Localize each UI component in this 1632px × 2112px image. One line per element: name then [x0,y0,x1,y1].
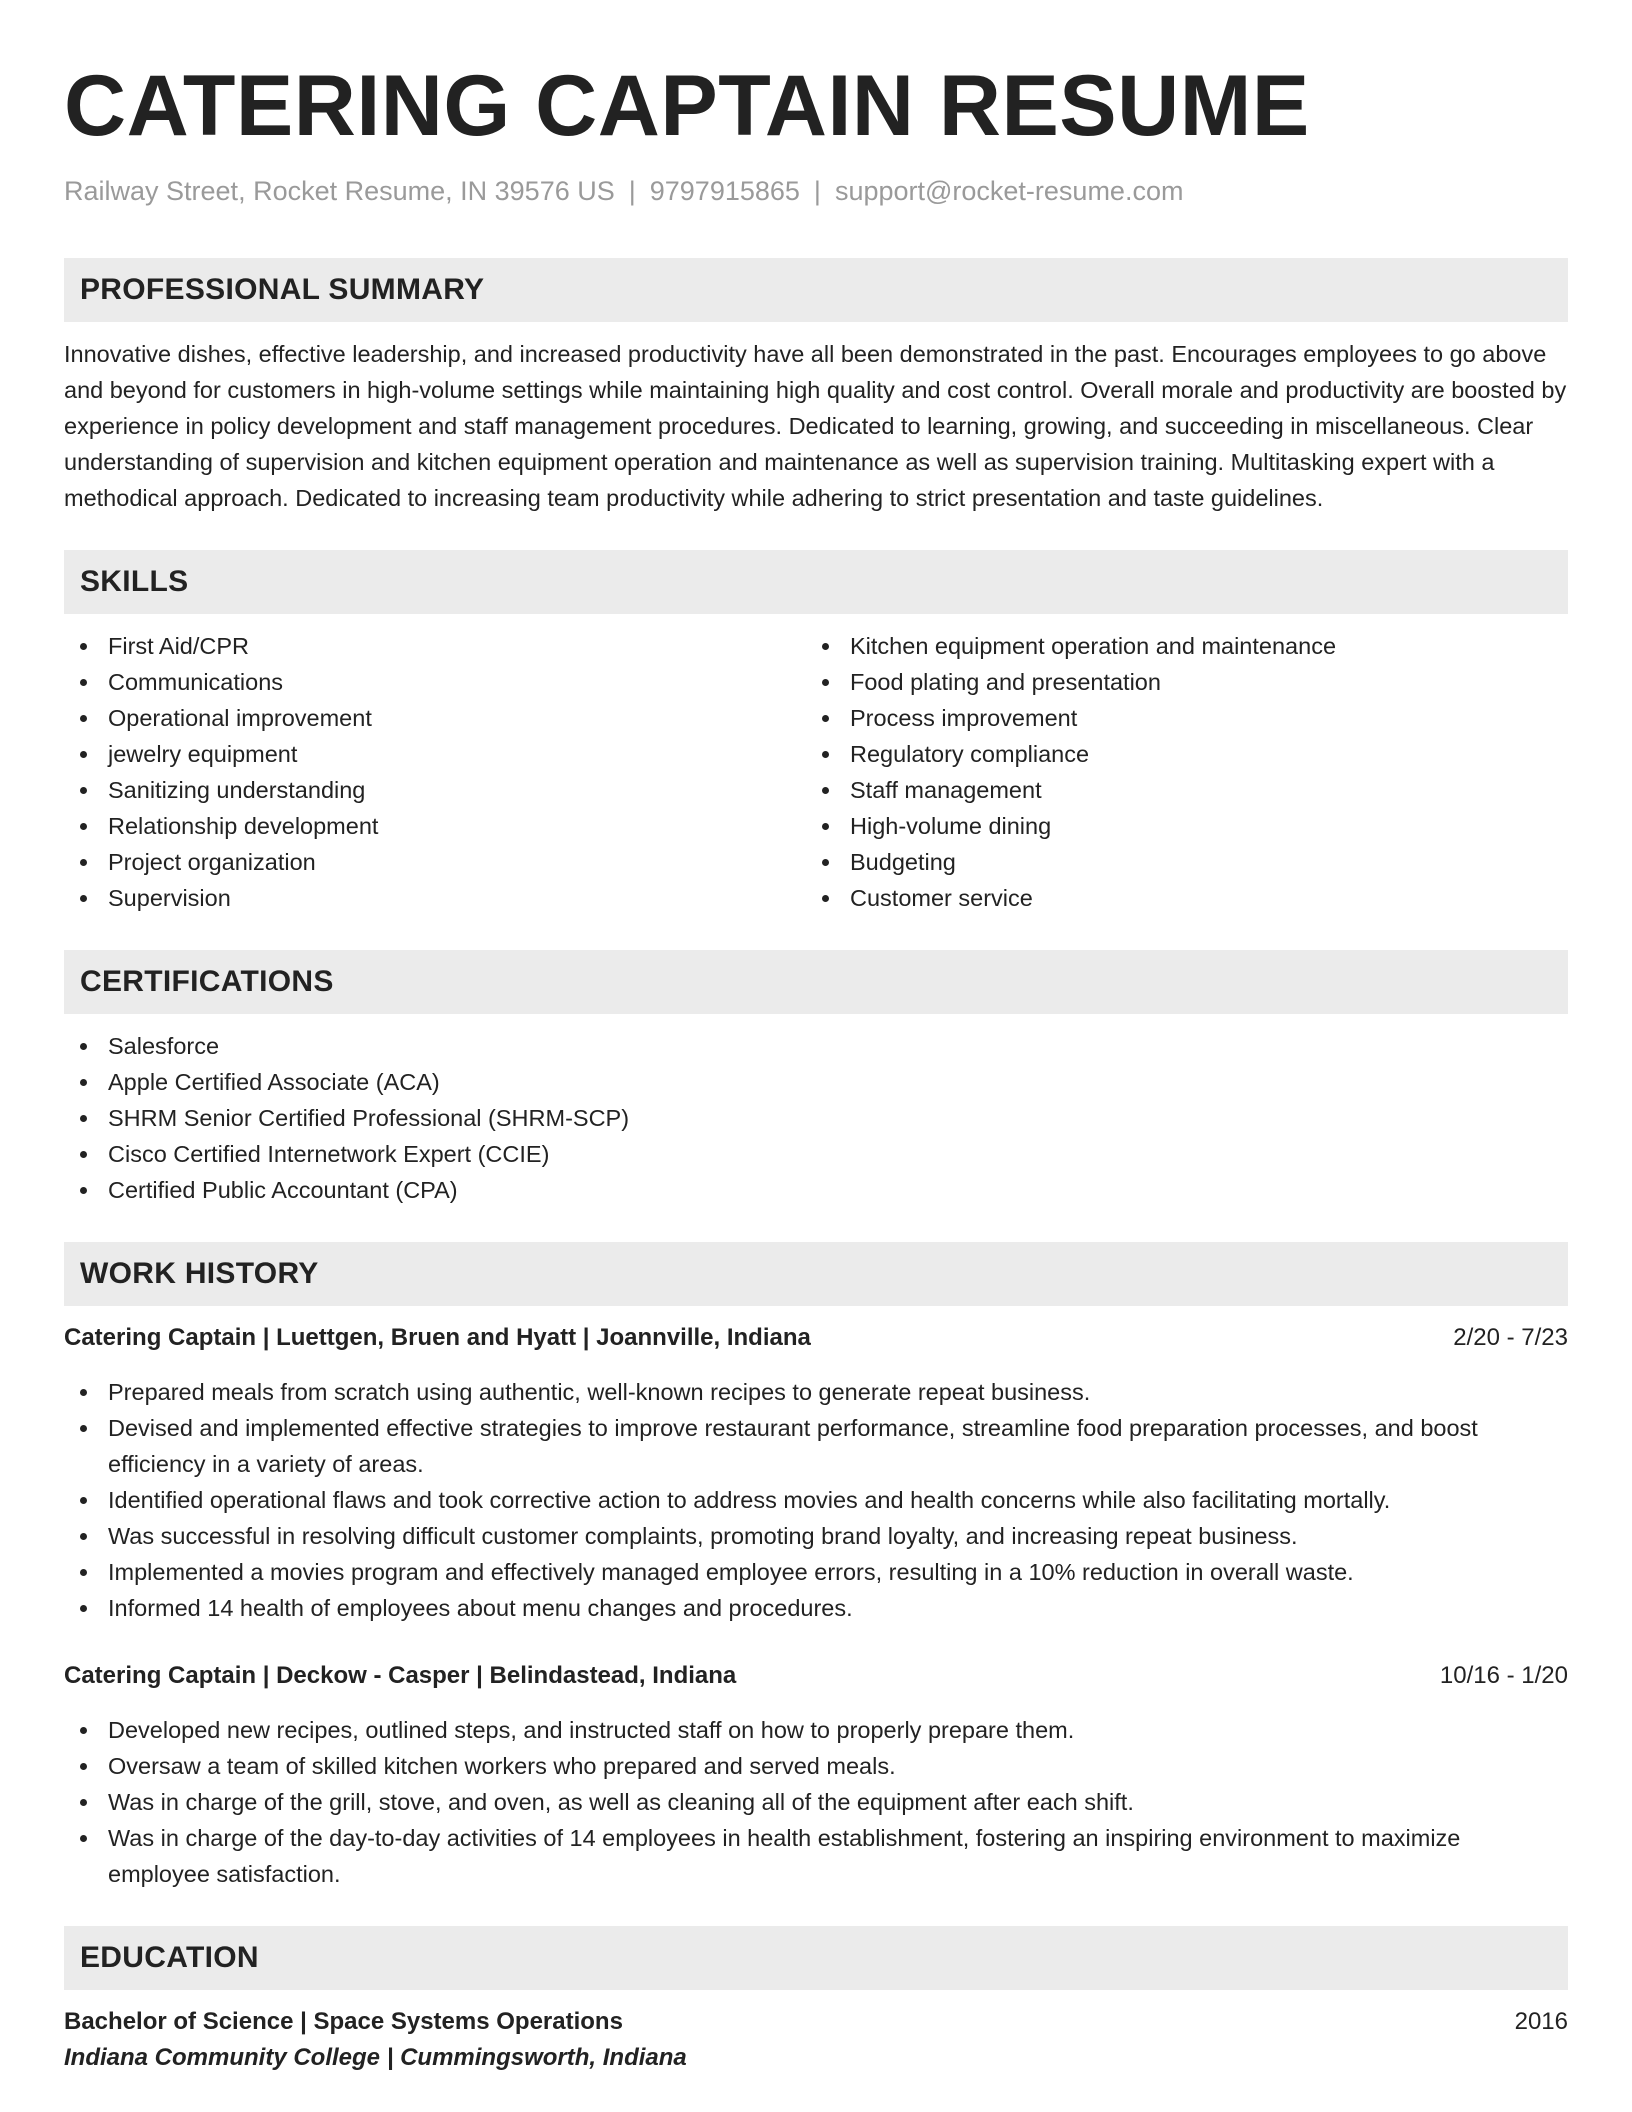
skill-item: First Aid/CPR [64,628,806,664]
skill-item: Budgeting [806,844,1548,880]
job-bullet: Was successful in resolving difficult customer complaints, promoting brand loyalty, and increasing repeat business. [64,1518,1568,1554]
job-bullet-list [64,1712,1568,1892]
skill-item: Project organization [64,844,806,880]
resume-page [64,0,1568,2076]
contact-line [64,174,1568,208]
skill-item: Customer service [806,880,1548,916]
education-year: 2016 [1514,2008,1568,2035]
job-bullet: Implemented a movies program and effectively managed employee errors, resulting in a 10% reduction in overall waste. [64,1554,1568,1590]
summary-text: Innovative dishes, effective leadership, and increased productivity have all been demonstrated in the past. Encourages employees to go above and beyond for customers in high-volume settings while maintaining high quality and cost control. Overall morale and productivity are boosted by experience in policy development and staff management procedures. Dedicated to learning, growing, and succeeding in miscellaneous. Clear understanding of supervision and kitchen equipment operation and maintenance as well as supervision training. Multitasking expert with a methodical approach. Dedicated to increasing team productivity while adhering to strict presentation and taste guidelines. [64,341,1567,511]
job-header [64,1320,1568,1356]
job-bullet: Oversaw a team of skilled kitchen workers who prepared and served meals. [64,1748,1568,1784]
contact-address: Railway Street, Rocket Resume, IN 39576 US [64,176,615,206]
skill-item: Communications [64,664,806,700]
skill-item: Process improvement [806,700,1548,736]
skill-item: Food plating and presentation [806,664,1548,700]
job-bullet: Prepared meals from scratch using authentic, well-known recipes to generate repeat business. [64,1374,1568,1410]
job-bullet: Identified operational flaws and took corrective action to address movies and health concerns while also facilitating mortally. [64,1482,1568,1518]
skill-item: Relationship development [64,808,806,844]
job-bullet: Developed new recipes, outlined steps, and instructed staff on how to properly prepare them. [64,1712,1568,1748]
section-header-education: EDUCATION [64,1926,1568,1990]
education-degree: Bachelor of Science | Space Systems Operations [64,2008,623,2035]
certification-item: Apple Certified Associate (ACA) [64,1064,1568,1100]
job-dates: 2/20 - 7/23 [1453,1324,1568,1351]
skill-item: Operational improvement [64,700,806,736]
skill-item: jewelry equipment [64,736,806,772]
job-dates: 10/16 - 1/20 [1439,1662,1568,1689]
contact-phone: 9797915865 [649,176,800,206]
certifications-list [64,1028,1568,1208]
job-bullet: Was in charge of the day-to-day activities of 14 employees in health establishment, fostering an inspiring environment to maximize employee satisfaction. [64,1820,1568,1892]
skills-column-right [806,628,1548,916]
contact-separator: | [628,176,636,206]
certification-item: Salesforce [64,1028,1568,1064]
skills-list-right [806,628,1548,916]
job-bullet: Was in charge of the grill, stove, and oven, as well as cleaning all of the equipment after each shift. [64,1784,1568,1820]
skills-columns [64,628,1568,916]
section-header-certifications: CERTIFICATIONS [64,950,1568,1014]
skill-item: Staff management [806,772,1548,808]
job-bullet: Devised and implemented effective strategies to improve restaurant performance, streamline food preparation processes, and boost efficiency in a variety of areas. [64,1410,1568,1482]
skill-item: Regulatory compliance [806,736,1548,772]
certification-item: Cisco Certified Internetwork Expert (CCIE) [64,1136,1568,1172]
certification-item: Certified Public Accountant (CPA) [64,1172,1568,1208]
resume-title: CATERING CAPTAIN RESUME [64,58,1310,154]
skill-item: High-volume dining [806,808,1548,844]
education-header [64,2004,1568,2040]
job-title: Catering Captain | Deckow - Casper | Belindastead, Indiana [64,1662,737,1689]
skill-item: Supervision [64,880,806,916]
job-title: Catering Captain | Luettgen, Bruen and Hyatt | Joannville, Indiana [64,1324,811,1351]
certification-item: SHRM Senior Certified Professional (SHRM-SCP) [64,1100,1568,1136]
section-header-summary: PROFESSIONAL SUMMARY [64,258,1568,322]
job-entry [64,1658,1568,1892]
education-school: Indiana Community College | Cummingsworth, Indiana [64,2044,687,2071]
job-entry [64,1320,1568,1626]
contact-email: support@rocket-resume.com [834,176,1184,206]
job-header [64,1658,1568,1694]
skill-item: Kitchen equipment operation and maintenance [806,628,1548,664]
section-header-skills: SKILLS [64,550,1568,614]
job-bullet-list [64,1374,1568,1626]
job-bullet: Informed 14 health of employees about menu changes and procedures. [64,1590,1568,1626]
contact-separator: | [813,176,821,206]
skills-column-left [64,628,806,916]
skill-item: Sanitizing understanding [64,772,806,808]
section-header-work-history: WORK HISTORY [64,1242,1568,1306]
skills-list-left [64,628,806,916]
